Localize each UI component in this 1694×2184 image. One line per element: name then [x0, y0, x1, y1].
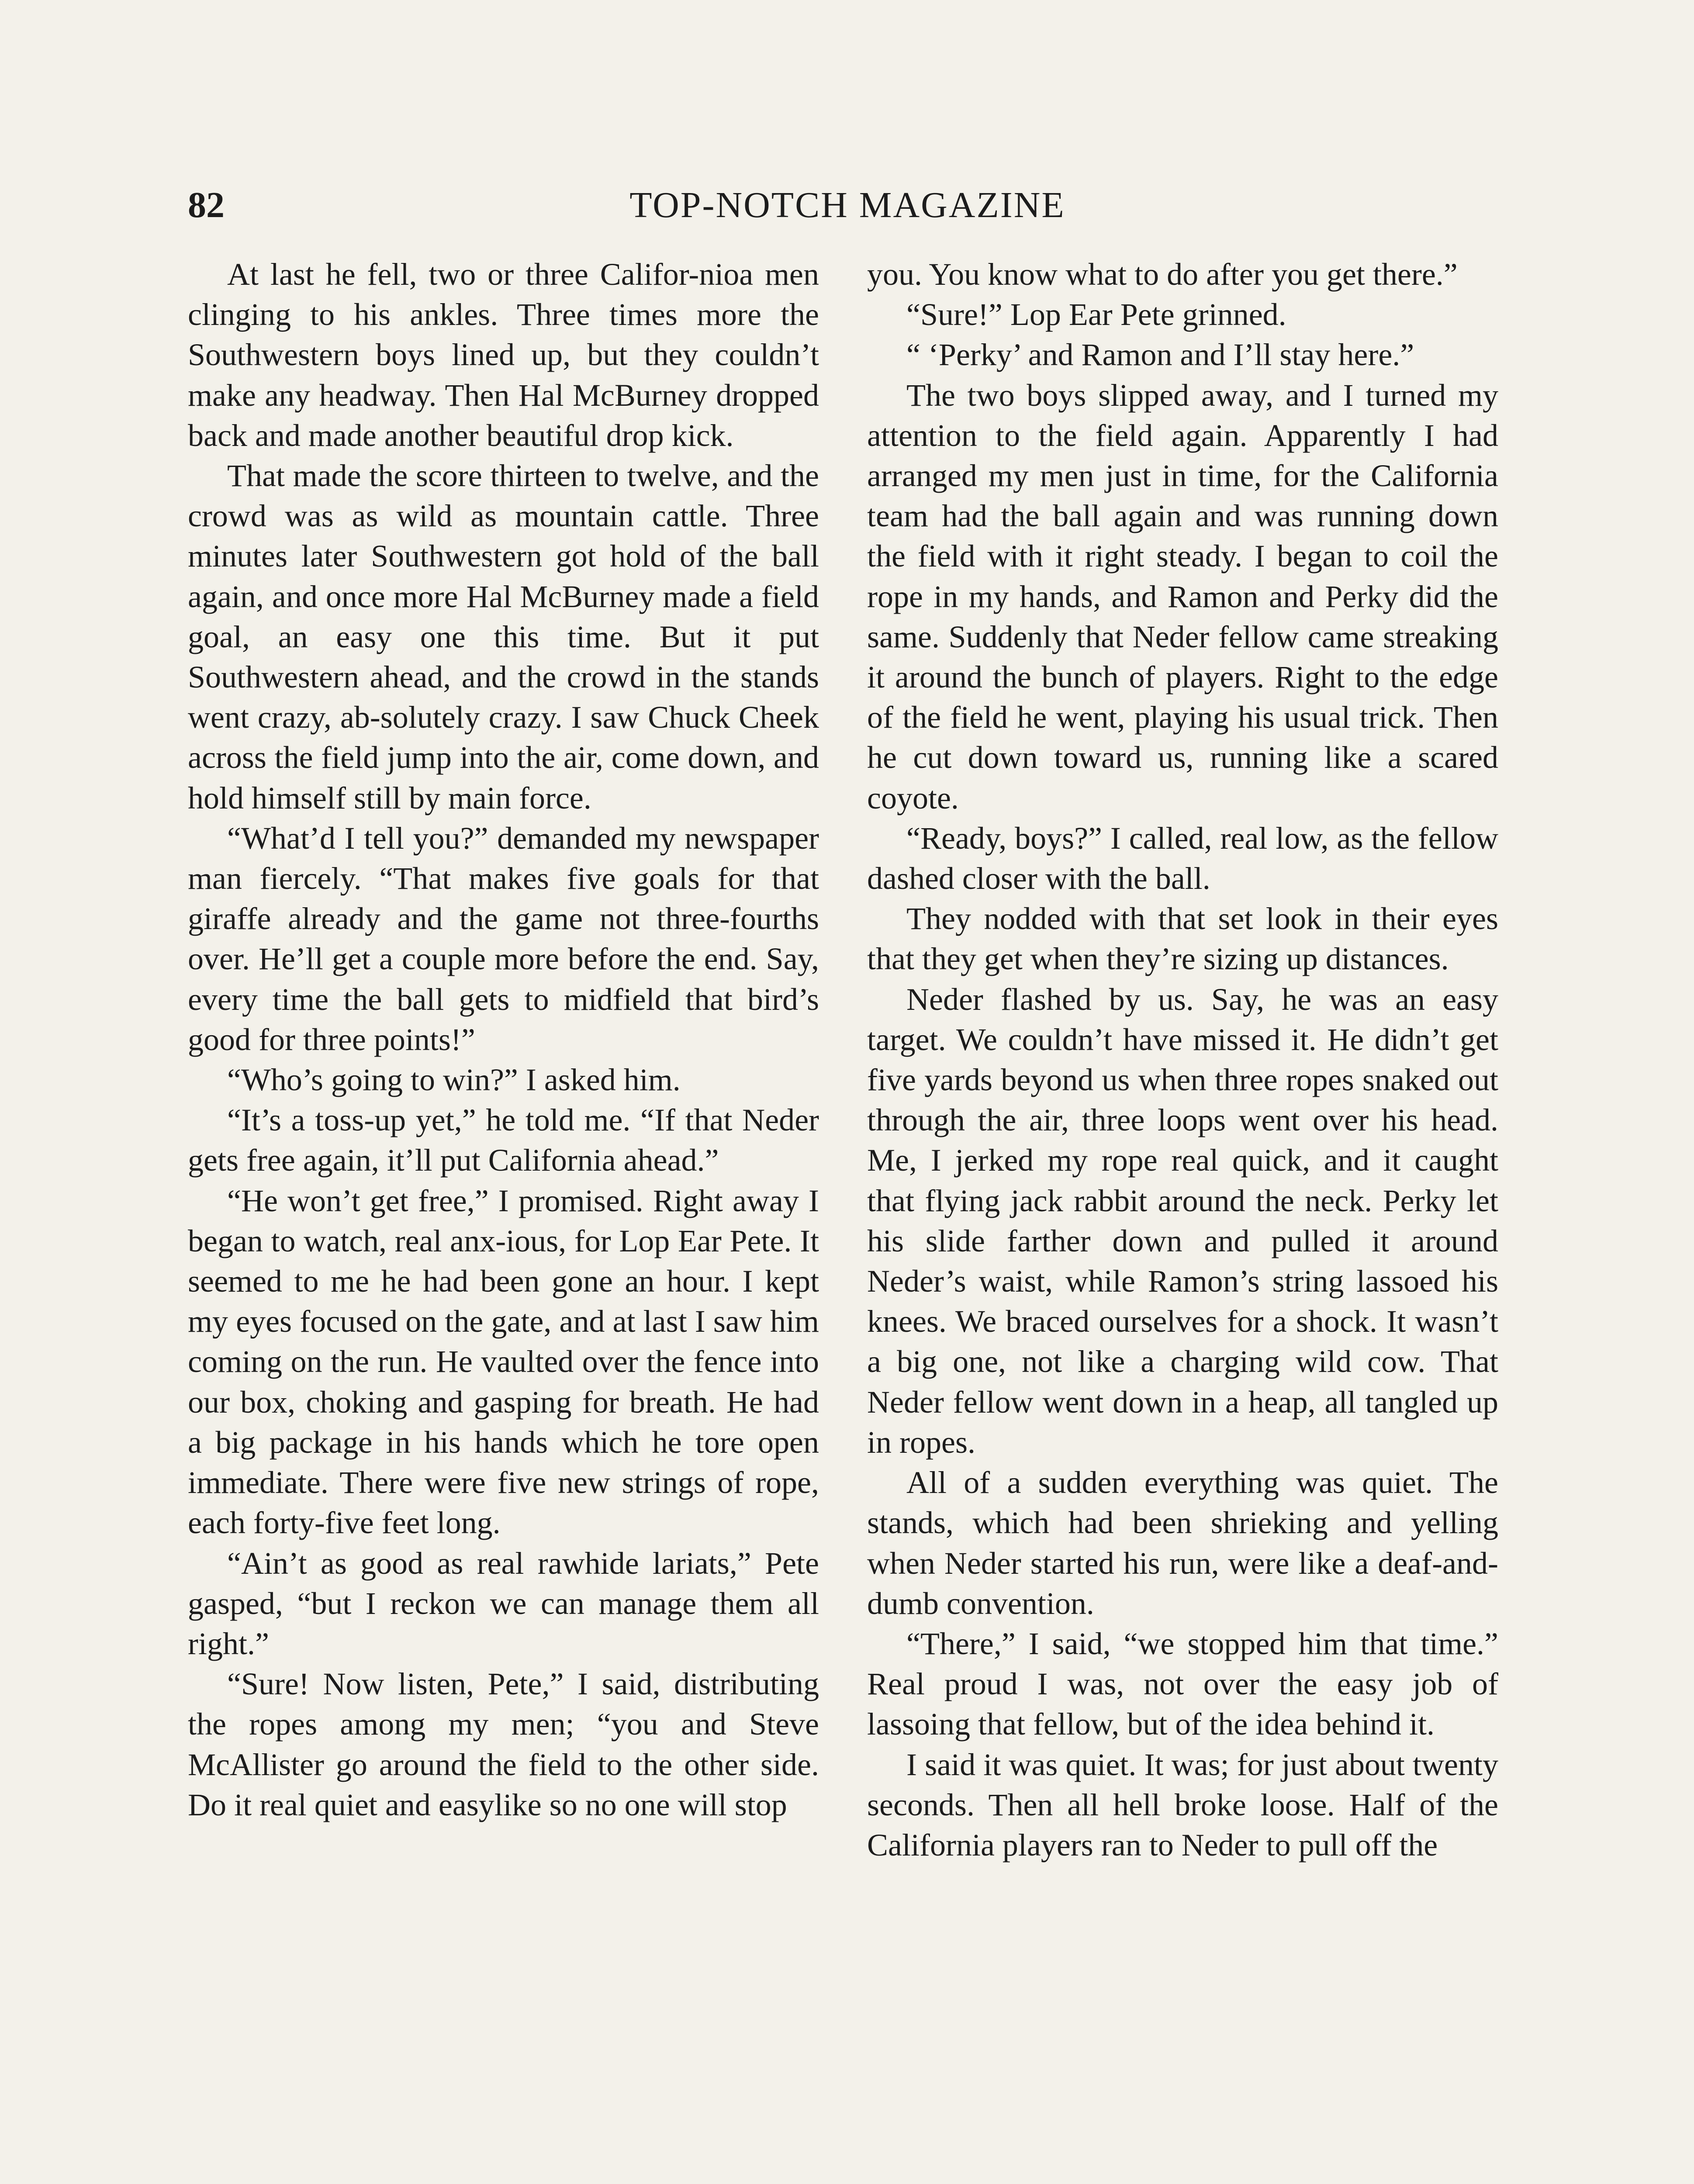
paragraph: The two boys slipped away, and I turned my attention to the field again. Apparently I had arranged my men just in time, for the California team had the ball again and was running down the field with it right steady. I began to coil the rope in my hands, and Ramon and Perky did the same. Suddenly that Neder fellow came streaking it around the bunch of players. Right to the edge of the field he went, playing his usual trick. Then he cut down toward us, running like a scared coyote. — [867, 377, 1498, 816]
paragraph: At last he fell, two or three Califor-nioa men clinging to his ankles. Three times more the Southwestern boys lined up, but they couldn’t make any headway. Then Hal McBurney dropped back and made another beautiful drop kick. — [188, 257, 819, 453]
page-number: 82 — [188, 185, 225, 225]
paragraph: I said it was quiet. It was; for just about twenty seconds. Then all hell broke loose. Half of the California players ran to Neder to pull off the — [867, 1747, 1498, 1863]
paragraph: “Ain’t as good as real rawhide lariats,” Pete gasped, “but I reckon we can manage them all right.” — [188, 1545, 819, 1661]
paragraph: “He won’t get free,” I promised. Right away I began to watch, real anx-ious, for Lop Ear Pete. It seemed to me he had been gone an hour. I kept my eyes focused on the gate, and at last I saw him coming on the run. He vaulted over the fence into our box, choking and gasping for breath. He had a big package in his hands which he tore open immediate. There were five new strings of rope, each forty-five feet long. — [188, 1183, 819, 1541]
left-column — [188, 254, 819, 1825]
paragraph: “ ‘Perky’ and Ramon and I’ll stay here.” — [906, 337, 1414, 373]
paragraph: “Ready, boys?” I called, real low, as the fellow dashed closer with the ball. — [867, 820, 1498, 896]
paragraph: “It’s a toss-up yet,” he told me. “If that Neder gets free again, it’ll put California ahead.” — [188, 1102, 819, 1178]
paragraph: “What’d I tell you?” demanded my newspaper man fiercely. “That makes five goals for that giraffe already and the game not three-fourths over. He’ll get a couple more before the end. Say, every time the ball gets to midfield that bird’s good for three points!” — [188, 820, 819, 1057]
paragraph: That made the score thirteen to twelve, and the crowd was as wild as mountain cattle. Three minutes later Southwestern got hold of the ball again, and once more Hal McBurney made a field goal, an easy one this time. But it put Southwestern ahead, and the crowd in the stands went crazy, ab-solutely crazy. I saw Chuck Cheek across the field jump into the air, come down, and hold himself still by main force. — [188, 458, 819, 816]
paragraph: “Sure!” Lop Ear Pete grinned. — [906, 297, 1286, 332]
paragraph: They nodded with that set look in their eyes that they get when they’re sizing up distances. — [867, 901, 1498, 977]
paragraph: “Sure! Now listen, Pete,” I said, distributing the ropes among my men; “you and Steve McAllister go around the field to the other side. Do it real quiet and easylike so no one will stop — [188, 1666, 819, 1822]
paragraph: Neder flashed by us. Say, he was an easy target. We couldn’t have missed it. He didn’t get five yards beyond us when three ropes snaked out through the air, three loops went over his head. Me, I jerked my rope real quick, and it caught that flying jack rabbit around the neck. Perky let his slide farther down and pulled it around Neder’s waist, while Ramon’s string lassoed his knees. We braced ourselves for a shock. It wasn’t a big one, not like a charging wild cow. That Neder fellow went down in a heap, all tangled up in ropes. — [867, 981, 1498, 1460]
right-column — [867, 254, 1498, 1865]
paragraph: “Who’s going to win?” I asked him. — [227, 1062, 681, 1098]
page-header — [188, 175, 1507, 236]
paragraph: All of a sudden everything was quiet. The stands, which had been shrieking and yelling when Neder started his run, were like a deaf-and-dumb convention. — [867, 1465, 1498, 1621]
magazine-title: TOP-NOTCH MAGAZINE — [629, 185, 1065, 225]
paragraph: “There,” I said, “we stopped him that time.” Real proud I was, not over the easy job of lassoing that fellow, but of the idea behind it. — [867, 1626, 1498, 1742]
paragraph: you. You know what to do after you get there.” — [867, 257, 1458, 292]
